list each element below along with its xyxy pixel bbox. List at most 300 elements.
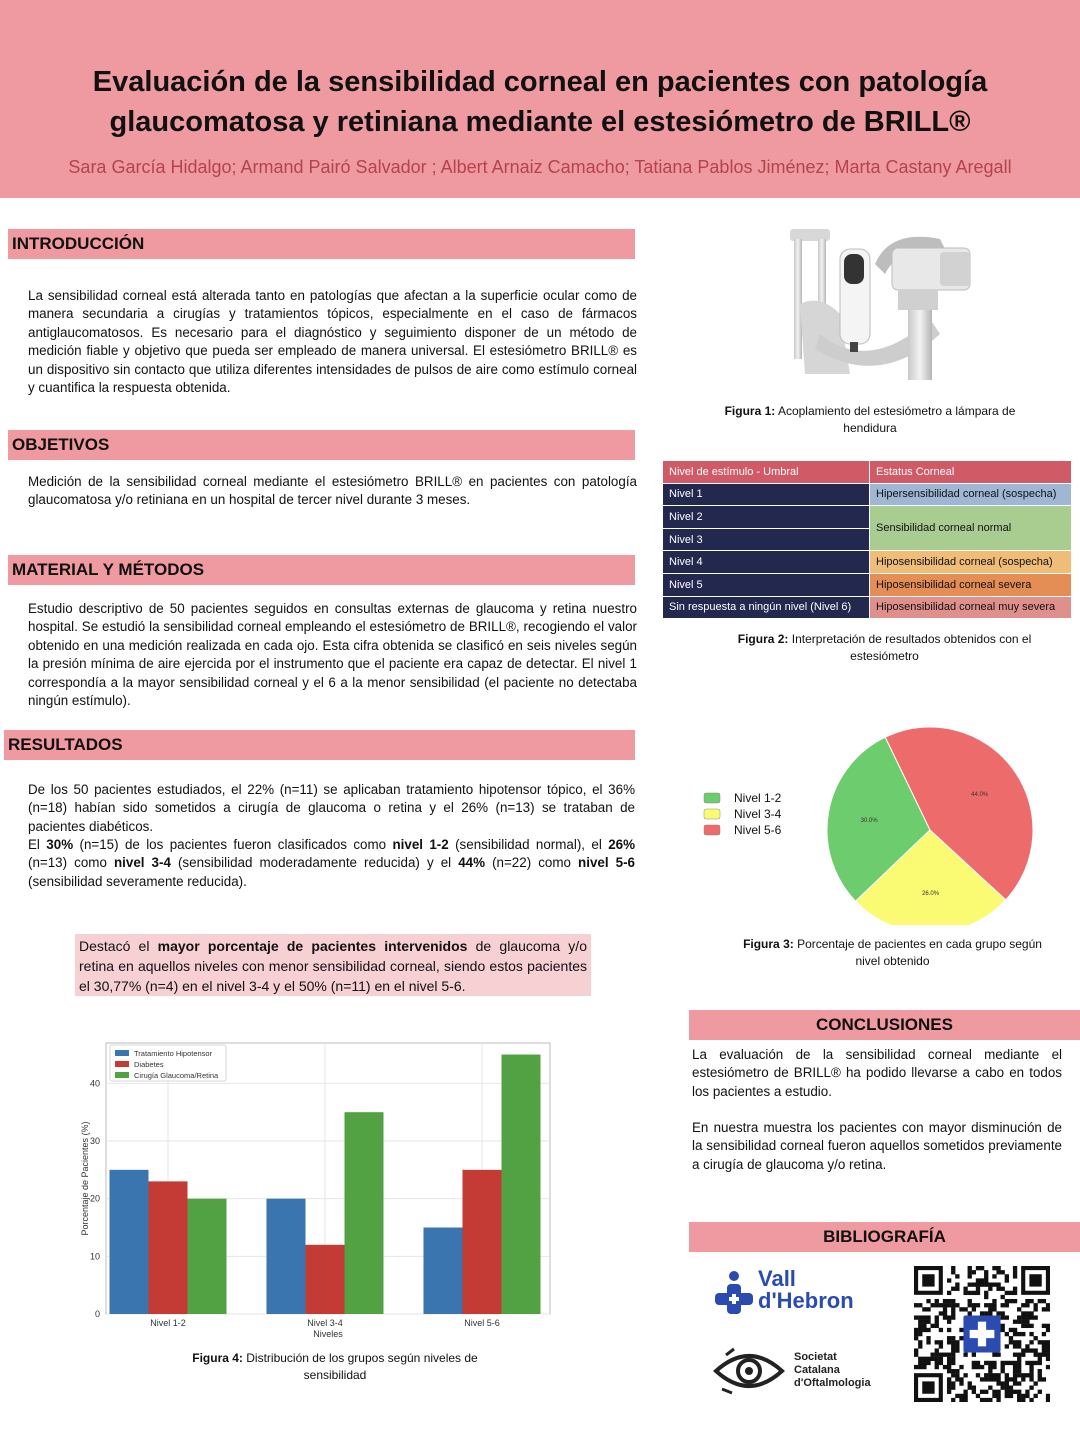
qr-module [1001, 1324, 1005, 1328]
qr-module [1046, 1365, 1050, 1369]
qr-module [926, 1357, 930, 1361]
qr-module [1009, 1299, 1013, 1303]
qr-module [947, 1315, 951, 1319]
qr-module [992, 1307, 996, 1311]
qr-module [1042, 1377, 1046, 1381]
pie-legend-swatch [704, 809, 720, 819]
qr-module [947, 1303, 951, 1307]
qr-module [1021, 1320, 1025, 1324]
qr-module [939, 1328, 943, 1332]
bar-legend-label: Tratamiento Hipotensor [134, 1049, 213, 1058]
qr-module [939, 1344, 943, 1348]
qr-module [918, 1328, 922, 1332]
qr-module [951, 1373, 955, 1377]
qr-module [984, 1377, 988, 1381]
conclusiones-text-1: La evaluación de la sensibilidad corneal mediante el estesiómetro de BRILL® ha podido llevarse a cabo en todos los pacientes a estudio. [692, 1047, 1062, 1099]
qr-module [1042, 1307, 1046, 1311]
qr-module [1017, 1390, 1021, 1394]
qr-module [1013, 1328, 1017, 1332]
qr-module [1017, 1340, 1021, 1344]
qr-module [947, 1320, 951, 1324]
qr-module [1046, 1353, 1050, 1357]
qr-module [922, 1315, 926, 1319]
qr-module [980, 1282, 984, 1286]
y-tick-label: 30 [89, 1136, 100, 1147]
qr-module [1029, 1365, 1033, 1369]
qr-module [918, 1344, 922, 1348]
pie-legend-label: Nivel 1-2 [734, 791, 782, 805]
qr-module [988, 1287, 992, 1291]
qr-module [935, 1303, 939, 1307]
qr-module [1001, 1386, 1005, 1390]
qr-module [1046, 1303, 1050, 1307]
qr-module [1042, 1340, 1046, 1344]
qr-module [959, 1307, 963, 1311]
qr-module [959, 1381, 963, 1385]
qr-module [918, 1303, 922, 1307]
qr-module [1009, 1386, 1013, 1390]
qr-module [984, 1311, 988, 1315]
qr-module [1021, 1303, 1025, 1307]
qr-module [930, 1357, 934, 1361]
qr-module [963, 1287, 967, 1291]
qr-module [1001, 1365, 1005, 1369]
qr-module [988, 1398, 992, 1402]
objetivos-text: Medición de la sensibilidad corneal mediante el estesiómetro BRILL® en pacientes con patología glaucomatosa y/o retiniana en un hospital de tercer nivel durante 3 meses. [28, 474, 637, 508]
qr-module [988, 1386, 992, 1390]
qr-module [1005, 1315, 1009, 1319]
qr-module [1013, 1381, 1017, 1385]
qr-module [984, 1303, 988, 1307]
qr-module [972, 1303, 976, 1307]
table-row: Nivel 4 Hiposensibilidad corneal (sospecha) [663, 551, 1072, 574]
qr-module [1005, 1299, 1009, 1303]
resultados-highlight: Destacó el mayor porcentaje de pacientes intervenidos de glaucoma y/o retina en aquellos niveles con menor sensibilidad corneal, siendo estos pacientes el 30,77% (n=4) en el nivel 3-4 y el 50% (n=11) en el nivel 5-6. [75, 934, 591, 996]
qr-module [1005, 1386, 1009, 1390]
societat-catalana-text: Societat Catalana d'Oftalmologia [794, 1351, 871, 1389]
table-row: Nivel 3 [663, 528, 1072, 551]
qr-module [996, 1398, 1000, 1402]
qr-module [926, 1328, 930, 1332]
qr-module [972, 1386, 976, 1390]
qr-module [947, 1353, 951, 1357]
qr-module [922, 1365, 926, 1369]
qr-module [992, 1361, 996, 1365]
qr-module [951, 1344, 955, 1348]
qr-module [1029, 1398, 1033, 1402]
qr-module [1025, 1311, 1029, 1315]
qr-module [935, 1361, 939, 1365]
qr-module [1001, 1295, 1005, 1299]
pie-label: 30.0% [860, 817, 878, 824]
qr-module [1017, 1315, 1021, 1319]
qr-module [992, 1353, 996, 1357]
qr-module [955, 1287, 959, 1291]
qr-module [1025, 1324, 1029, 1328]
metodos-heading: MATERIAL Y MÉTODOS [8, 555, 635, 585]
qr-module [1005, 1274, 1009, 1278]
bar-legend-swatch [115, 1061, 129, 1067]
x-tick-label: Nivel 5-6 [464, 1318, 500, 1328]
qr-module [947, 1357, 951, 1361]
qr-module [1013, 1344, 1017, 1348]
pie-legend-swatch [704, 825, 720, 835]
qr-module [955, 1369, 959, 1373]
qr-module [955, 1344, 959, 1348]
qr-module [959, 1365, 963, 1369]
qr-module [1029, 1315, 1033, 1319]
qr-module [992, 1266, 996, 1270]
qr-module [1013, 1287, 1017, 1291]
qr-module [959, 1336, 963, 1340]
qr-module [947, 1381, 951, 1385]
qr-module [963, 1390, 967, 1394]
qr-module [947, 1299, 951, 1303]
figure1-caption: Figura 1: Acoplamiento del estesiómetro a lámpara de hendidura [724, 404, 1016, 435]
qr-module [926, 1336, 930, 1340]
bar-tratamiento-hipotensor [424, 1228, 463, 1314]
qr-module [1042, 1299, 1046, 1303]
qr-module [1034, 1394, 1038, 1398]
qr-module [1038, 1353, 1042, 1357]
qr-module [1021, 1348, 1025, 1352]
qr-module [1013, 1373, 1017, 1377]
qr-module [1001, 1315, 1005, 1319]
bar-chart-niveles [70, 1035, 560, 1345]
qr-module [922, 1307, 926, 1311]
qr-module [1029, 1348, 1033, 1352]
qr-module [984, 1373, 988, 1377]
qr-module [1017, 1353, 1021, 1357]
qr-module [951, 1381, 955, 1385]
qr-module [1009, 1328, 1013, 1332]
qr-module [955, 1394, 959, 1398]
qr-module [996, 1287, 1000, 1291]
qr-module [951, 1303, 955, 1307]
qr-module [1001, 1381, 1005, 1385]
qr-module [930, 1324, 934, 1328]
qr-module [1029, 1311, 1033, 1315]
qr-module [1013, 1320, 1017, 1324]
qr-module [1034, 1348, 1038, 1352]
qr-module [918, 1320, 922, 1324]
qr-module [968, 1303, 972, 1307]
qr-module [1021, 1315, 1025, 1319]
qr-module [984, 1295, 988, 1299]
bar-legend-label: Cirugía Glaucoma/Retina [134, 1071, 219, 1080]
qr-module [918, 1332, 922, 1336]
qr-code[interactable] [914, 1266, 1050, 1402]
qr-module [951, 1353, 955, 1357]
y-axis-label: Porcentaje de Pacientes (%) [80, 1121, 90, 1236]
qr-module [988, 1373, 992, 1377]
qr-module [1005, 1303, 1009, 1307]
qr-module [972, 1353, 976, 1357]
qr-module [1009, 1394, 1013, 1398]
qr-module [1046, 1357, 1050, 1361]
qr-module [943, 1315, 947, 1319]
qr-module [1001, 1270, 1005, 1274]
qr-module [1005, 1373, 1009, 1377]
qr-module [1021, 1394, 1025, 1398]
qr-module [939, 1311, 943, 1315]
qr-module [1029, 1386, 1033, 1390]
qr-module [963, 1394, 967, 1398]
qr-module [1029, 1369, 1033, 1373]
qr-module [992, 1299, 996, 1303]
qr-module [992, 1373, 996, 1377]
qr-module [926, 1320, 930, 1324]
objetivos-heading: OBJETIVOS [8, 430, 635, 460]
qr-module [976, 1291, 980, 1295]
qr-module [968, 1299, 972, 1303]
qr-module [992, 1282, 996, 1286]
qr-module [976, 1266, 980, 1270]
qr-module [980, 1390, 984, 1394]
qr-module [972, 1307, 976, 1311]
qr-center-cross [970, 1330, 995, 1338]
table-header-level: Nivel de estímulo - Umbral [663, 461, 870, 484]
table-row: Nivel 5 Hiposensibilidad corneal severa [663, 573, 1072, 596]
qr-module [922, 1328, 926, 1332]
qr-module [1013, 1365, 1017, 1369]
qr-module [951, 1357, 955, 1361]
qr-module [984, 1398, 988, 1402]
qr-module [935, 1299, 939, 1303]
qr-module [959, 1328, 963, 1332]
qr-module [1017, 1332, 1021, 1336]
qr-module [914, 1332, 918, 1336]
qr-module [1017, 1344, 1021, 1348]
vall-dhebron-cross-icon [710, 1270, 758, 1316]
qr-module [951, 1398, 955, 1402]
qr-module [996, 1353, 1000, 1357]
bar-diabetes [149, 1181, 188, 1314]
qr-module [992, 1365, 996, 1369]
vall-dhebron-text-2: d'Hebron [758, 1288, 854, 1313]
qr-module [992, 1394, 996, 1398]
qr-module [1025, 1373, 1029, 1377]
qr-module [943, 1299, 947, 1303]
qr-module [1038, 1377, 1042, 1381]
bar-legend-swatch [115, 1072, 129, 1078]
qr-module [1038, 1373, 1042, 1377]
qr-module [1042, 1324, 1046, 1328]
resultados-text-2: El 30% (n=15) de los pacientes fueron clasificados como nivel 1-2 (sensibilidad normal), el 26% (n=13) como nivel 3-4 (sensibilidad moderadamente reducida) y el 44% (n=22) como nivel 5-6 (sensibilidad severamente reducida). [28, 837, 635, 889]
pie-legend-swatch [704, 793, 720, 803]
qr-module [1005, 1291, 1009, 1295]
pie-label: 44.0% [971, 792, 989, 799]
qr-module [1029, 1324, 1033, 1328]
qr-module [976, 1394, 980, 1398]
qr-module [951, 1266, 955, 1270]
qr-module [1025, 1344, 1029, 1348]
qr-module [976, 1287, 980, 1291]
qr-module [1017, 1307, 1021, 1311]
qr-module [1001, 1311, 1005, 1315]
qr-module [1013, 1390, 1017, 1394]
qr-module [980, 1377, 984, 1381]
qr-module [935, 1357, 939, 1361]
qr-module [968, 1266, 972, 1270]
slit-lamp-esthesiometer-image [780, 224, 975, 384]
qr-module [976, 1303, 980, 1307]
qr-module [972, 1282, 976, 1286]
qr-module [914, 1365, 918, 1369]
qr-module [935, 1348, 939, 1352]
qr-module [1038, 1369, 1042, 1373]
qr-module [1005, 1361, 1009, 1365]
poster-authors: Sara García Hidalgo; Armand Pairó Salvador ; Albert Arnaiz Camacho; Tatiana Pablos Jiménez; Marta Castany Aregall [68, 157, 1012, 177]
qr-module [943, 1365, 947, 1369]
qr-module [1001, 1328, 1005, 1332]
qr-module [963, 1353, 967, 1357]
qr-module [1013, 1299, 1017, 1303]
qr-module [947, 1340, 951, 1344]
qr-module [1001, 1369, 1005, 1373]
qr-module [955, 1348, 959, 1352]
qr-module [1013, 1377, 1017, 1381]
poster-header [0, 0, 1080, 198]
qr-module [988, 1377, 992, 1381]
qr-module [1046, 1344, 1050, 1348]
qr-module [918, 1365, 922, 1369]
qr-module [947, 1361, 951, 1365]
qr-module [1013, 1353, 1017, 1357]
qr-finder [1029, 1274, 1041, 1286]
qr-module [1017, 1381, 1021, 1385]
qr-module [935, 1353, 939, 1357]
qr-module [1029, 1332, 1033, 1336]
qr-module [914, 1336, 918, 1340]
qr-module [935, 1365, 939, 1369]
qr-module [1021, 1377, 1025, 1381]
qr-module [939, 1361, 943, 1365]
qr-module [947, 1336, 951, 1340]
qr-module [1013, 1361, 1017, 1365]
qr-module [996, 1270, 1000, 1274]
pie-legend-label: Nivel 3-4 [734, 807, 782, 821]
qr-module [1025, 1394, 1029, 1398]
qr-module [1009, 1340, 1013, 1344]
qr-module [935, 1324, 939, 1328]
qr-module [951, 1315, 955, 1319]
qr-module [1029, 1373, 1033, 1377]
qr-module [996, 1381, 1000, 1385]
qr-module [943, 1307, 947, 1311]
qr-module [996, 1282, 1000, 1286]
eye-icon [712, 1345, 787, 1397]
bar-cirug-a-glaucoma-retina [502, 1055, 541, 1314]
qr-module [963, 1398, 967, 1402]
qr-module [955, 1303, 959, 1307]
qr-module [984, 1278, 988, 1282]
qr-module [914, 1348, 918, 1352]
qr-module [918, 1361, 922, 1365]
qr-module [959, 1377, 963, 1381]
qr-module [1042, 1348, 1046, 1352]
bar-legend-label: Diabetes [134, 1060, 164, 1069]
qr-module [1038, 1390, 1042, 1394]
qr-module [968, 1381, 972, 1385]
qr-module [1025, 1361, 1029, 1365]
qr-module [984, 1291, 988, 1295]
qr-module [984, 1390, 988, 1394]
qr-module [976, 1282, 980, 1286]
qr-module [1017, 1373, 1021, 1377]
qr-module [1046, 1348, 1050, 1352]
qr-module [943, 1303, 947, 1307]
figure4-caption: Figura 4: Distribución de los grupos según niveles de sensibilidad [192, 1351, 478, 1382]
qr-module [955, 1340, 959, 1344]
qr-module [1021, 1398, 1025, 1402]
qr-module [968, 1270, 972, 1274]
qr-finder [922, 1274, 934, 1286]
qr-module [1029, 1361, 1033, 1365]
qr-finder [922, 1381, 934, 1393]
qr-module [968, 1282, 972, 1286]
bar-cirug-a-glaucoma-retina [188, 1199, 227, 1314]
qr-module [963, 1291, 967, 1295]
qr-module [951, 1369, 955, 1373]
qr-module [955, 1377, 959, 1381]
qr-module [1009, 1336, 1013, 1340]
qr-module [1021, 1324, 1025, 1328]
qr-module [1046, 1340, 1050, 1344]
qr-module [980, 1398, 984, 1402]
qr-module [980, 1278, 984, 1282]
table-row: Nivel 1 Hipersensibilidad corneal (sospecha) [663, 483, 1072, 506]
resultados-text-1: De los 50 pacientes estudiados, el 22% (n=11) se aplicaban tratamiento hipotensor tópico, el 36% (n=18) habían sido sometidos a cirugía de glaucoma o retina y el 26% (n=13) se trataban de pacientes diabéticos. [28, 782, 635, 834]
qr-module [996, 1390, 1000, 1394]
qr-module [1005, 1344, 1009, 1348]
qr-module [988, 1311, 992, 1315]
qr-module [1025, 1315, 1029, 1319]
x-axis-label: Niveles [313, 1329, 343, 1339]
intro-text: La sensibilidad corneal está alterada tanto en patologías que afectan a la superficie ocular como de manera secundaria a cirugías y tratamientos tópicos, especialmente en el caso de fármacos antiglaucomatosos. Es necesario para el diagnóstico y seguimiento disponer de un método de medición fiable y objetivo que pueda ser empleado de manera universal. El estesiómetro BRILL® es un dispositivo sin contacto que utiliza diferentes intensidades de pulsos de aire como estímulo corneal y cuantifica la respuesta obtenida. [28, 288, 637, 396]
y-tick-label: 20 [89, 1193, 100, 1204]
qr-module [1046, 1328, 1050, 1332]
qr-module [1029, 1299, 1033, 1303]
qr-module [926, 1340, 930, 1344]
qr-module [972, 1361, 976, 1365]
conclusiones-text-2: En nuestra muestra los pacientes con mayor disminución de la sensibilidad corneal fueron aquellos sometidos previamente a cirugía de glaucoma y/o retina. [692, 1120, 1062, 1172]
qr-module [926, 1315, 930, 1319]
qr-module [947, 1365, 951, 1369]
qr-module [926, 1299, 930, 1303]
conclusiones-heading: CONCLUSIONES [689, 1010, 1080, 1040]
qr-module [1025, 1348, 1029, 1352]
qr-module [951, 1287, 955, 1291]
x-tick-label: Nivel 3-4 [307, 1318, 343, 1328]
qr-module [1046, 1394, 1050, 1398]
y-tick-label: 40 [89, 1078, 100, 1089]
qr-module [951, 1348, 955, 1352]
qr-module [963, 1373, 967, 1377]
qr-module [1038, 1357, 1042, 1361]
qr-module [914, 1328, 918, 1332]
qr-module [996, 1373, 1000, 1377]
qr-module [968, 1274, 972, 1278]
qr-module [1009, 1361, 1013, 1365]
qr-module [968, 1386, 972, 1390]
qr-module [947, 1386, 951, 1390]
qr-module [918, 1324, 922, 1328]
table-header-status: Estatus Corneal [870, 461, 1072, 484]
qr-module [1021, 1311, 1025, 1315]
qr-module [1025, 1303, 1029, 1307]
qr-module [996, 1266, 1000, 1270]
